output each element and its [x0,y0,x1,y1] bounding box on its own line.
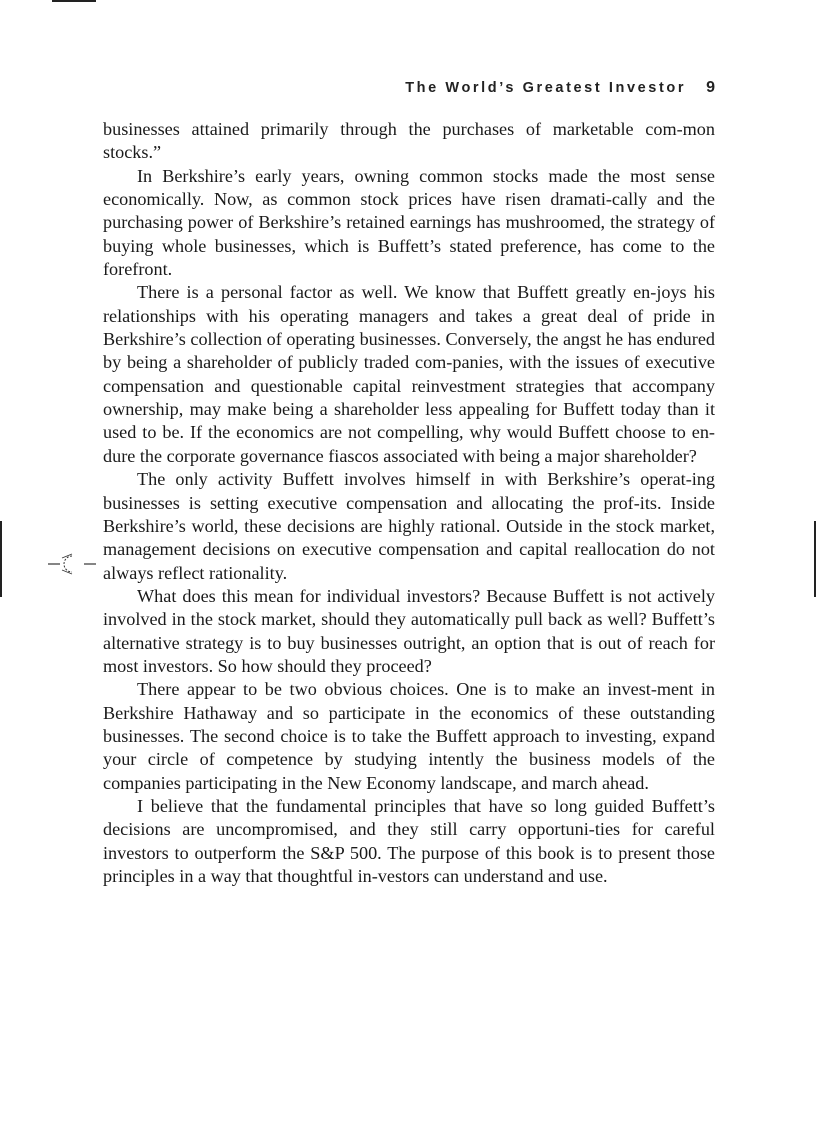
crop-mark-left [0,521,2,597]
page-number: 9 [706,79,715,96]
body-text [103,118,715,888]
paragraph-1: businesses attained primarily through the purchases of marketable com-mon stocks.” [103,119,715,163]
paragraph-4: The only activity Buffett involves himself in with Berkshire’s operat-ing businesses is setting executive compensation and allocating the prof-its. Inside Berkshire’s world, these decisions are highly rational. Outside in the stock market, management decisions on executive compensation and capital reallocation do not always reflect rationality. [103,469,715,583]
paragraph-6: There appear to be two obvious choices. One is to make an invest-ment in Berkshire Hathaway and so participate in the economics of these outstanding businesses. The second choice is to take the Buffett approach to investing, expand your circle of competence by studying intently the business models of the companies participating in the New Economy landscape, and march ahead. [103,679,715,793]
paragraph-5: What does this mean for individual investors? Because Buffett is not actively involved in the stock market, should they automatically pull back as well? Buffett’s alternative strategy is to buy businesses outright, an option that is out of reach for most investors. So how should they proceed? [103,585,715,676]
registration-mark-icon [48,548,100,578]
running-title: The World’s Greatest Investor [405,80,687,96]
crop-mark-top [52,0,96,2]
paragraph-7: I believe that the fundamental principles that have so long guided Buffett’s decisions are uncompromised, and they still carry opportuni-ties for careful investors to outperform the S&P 500. The purpose of this book is to present those principles in a way that thoughtful in-vestors can understand and use. [103,795,715,886]
running-head [103,76,715,100]
paragraph-2: In Berkshire’s early years, owning common stocks made the most sense economically. Now, as common stock prices have risen dramati-cally and the purchasing power of Berkshire’s retained earnings has mushroomed, the strategy of buying whole businesses, which is Buffett’s stated preference, has come to the forefront. [103,165,715,280]
paragraph-3: There is a personal factor as well. We know that Buffett greatly en-joys his relationships with his operating managers and takes a great deal of pride in Berkshire’s collection of operating businesses. Conversely, the angst he has endured by being a shareholder of publicly traded com-panies, with the issues of executive compensation and questionable capital reinvestment strategies that accompany ownership, may make being a shareholder less appealing for Buffett today than it used to be. If the economics are not compelling, why would Buffett choose to en-dure the corporate governance fiascos associated with being a major shareholder? [103,282,715,466]
